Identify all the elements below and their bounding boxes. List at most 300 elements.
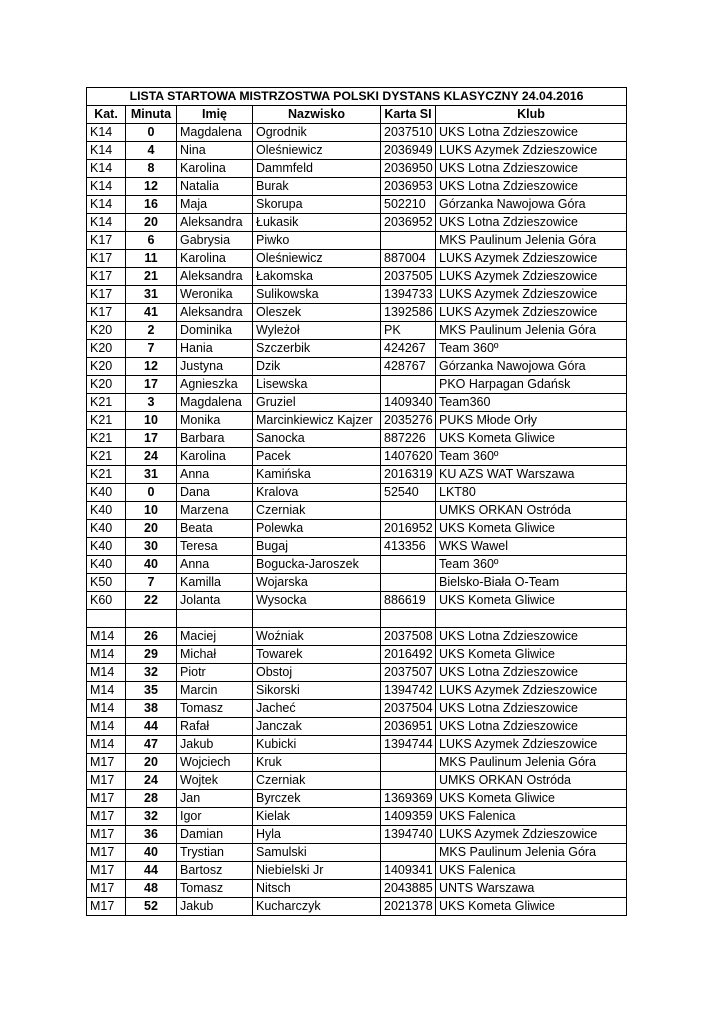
table-row — [87, 898, 627, 916]
cell-category: M17 — [87, 880, 126, 898]
cell-club: MKS Paulinum Jelenia Góra — [436, 844, 627, 862]
cell-first-name: Aleksandra — [177, 304, 253, 322]
cell-first-name: Bartosz — [177, 862, 253, 880]
cell-minute: 44 — [126, 718, 177, 736]
cell-si-card: 2036949 — [381, 142, 436, 160]
column-header-last-name: Nazwisko — [253, 106, 381, 124]
cell-first-name: Wojciech — [177, 754, 253, 772]
cell-first-name: Dominika — [177, 322, 253, 340]
cell-category: K17 — [87, 304, 126, 322]
cell-category: M14 — [87, 628, 126, 646]
cell-first-name: Hania — [177, 340, 253, 358]
cell-club: LUKS Azymek Zdzieszowice — [436, 736, 627, 754]
cell-last-name: Kucharczyk — [253, 898, 381, 916]
cell-minute: 16 — [126, 196, 177, 214]
column-header-club: Klub — [436, 106, 627, 124]
cell-club: PKO Harpagan Gdańsk — [436, 376, 627, 394]
cell-last-name: Łakomska — [253, 268, 381, 286]
cell-category: K21 — [87, 430, 126, 448]
cell-last-name: Wysocka — [253, 592, 381, 610]
table-row — [87, 700, 627, 718]
cell-club: MKS Paulinum Jelenia Góra — [436, 754, 627, 772]
cell-si-card: 2035276 — [381, 412, 436, 430]
cell-first-name: Jolanta — [177, 592, 253, 610]
cell-minute: 3 — [126, 394, 177, 412]
cell-minute: 48 — [126, 880, 177, 898]
table-row — [87, 646, 627, 664]
cell-si-card — [381, 232, 436, 250]
cell-club: Górzanka Nawojowa Góra — [436, 358, 627, 376]
cell-last-name: Kielak — [253, 808, 381, 826]
cell-category: K17 — [87, 232, 126, 250]
cell-si-card — [381, 844, 436, 862]
cell-last-name: Polewka — [253, 520, 381, 538]
table-row — [87, 484, 627, 502]
table-row — [87, 340, 627, 358]
cell-minute: 24 — [126, 772, 177, 790]
cell-minute: 10 — [126, 502, 177, 520]
cell-last-name: Dzik — [253, 358, 381, 376]
cell-category: K20 — [87, 322, 126, 340]
cell-club: MKS Paulinum Jelenia Góra — [436, 232, 627, 250]
cell-si-card: 2016952 — [381, 520, 436, 538]
cell-category: M17 — [87, 754, 126, 772]
cell-last-name: Kralova — [253, 484, 381, 502]
cell-club: UKS Kometa Gliwice — [436, 592, 627, 610]
cell-last-name: Obstoj — [253, 664, 381, 682]
cell-si-card — [381, 376, 436, 394]
cell-category: M17 — [87, 826, 126, 844]
cell-category: M17 — [87, 790, 126, 808]
table-row — [87, 772, 627, 790]
cell-first-name: Teresa — [177, 538, 253, 556]
cell-minute: 47 — [126, 736, 177, 754]
cell-category: K40 — [87, 538, 126, 556]
cell-first-name — [177, 610, 253, 628]
cell-first-name: Aleksandra — [177, 268, 253, 286]
table-row — [87, 592, 627, 610]
cell-last-name: Wojarska — [253, 574, 381, 592]
cell-club: Górzanka Nawojowa Góra — [436, 196, 627, 214]
cell-first-name: Rafał — [177, 718, 253, 736]
cell-club: KU AZS WAT Warszawa — [436, 466, 627, 484]
cell-first-name: Natalia — [177, 178, 253, 196]
cell-si-card: 52540 — [381, 484, 436, 502]
cell-minute: 4 — [126, 142, 177, 160]
cell-si-card: PK — [381, 322, 436, 340]
cell-si-card — [381, 502, 436, 520]
cell-first-name: Igor — [177, 808, 253, 826]
table-row — [87, 196, 627, 214]
table-row — [87, 628, 627, 646]
cell-club: Team 360º — [436, 556, 627, 574]
cell-last-name: Wyleżoł — [253, 322, 381, 340]
cell-minute: 12 — [126, 178, 177, 196]
cell-minute: 40 — [126, 844, 177, 862]
cell-si-card: 1394733 — [381, 286, 436, 304]
cell-first-name: Trystian — [177, 844, 253, 862]
cell-category: K21 — [87, 466, 126, 484]
table-row — [87, 268, 627, 286]
column-header-si-card: Karta SI — [381, 106, 436, 124]
cell-si-card: 2037510 — [381, 124, 436, 142]
cell-last-name: Ogrodnik — [253, 124, 381, 142]
cell-last-name: Marcinkiewicz Kajzer — [253, 412, 381, 430]
cell-club: LUKS Azymek Zdzieszowice — [436, 682, 627, 700]
cell-category: M17 — [87, 862, 126, 880]
cell-si-card: 2016319 — [381, 466, 436, 484]
table-row — [87, 754, 627, 772]
cell-category: K21 — [87, 412, 126, 430]
cell-last-name: Oleśniewicz — [253, 142, 381, 160]
cell-si-card: 886619 — [381, 592, 436, 610]
table-row — [87, 376, 627, 394]
cell-club: LUKS Azymek Zdzieszowice — [436, 304, 627, 322]
cell-first-name: Marzena — [177, 502, 253, 520]
cell-club: UKS Kometa Gliwice — [436, 646, 627, 664]
cell-minute: 31 — [126, 286, 177, 304]
cell-last-name: Towarek — [253, 646, 381, 664]
cell-club: UNTS Warszawa — [436, 880, 627, 898]
cell-club: PUKS Młode Orły — [436, 412, 627, 430]
cell-first-name: Weronika — [177, 286, 253, 304]
cell-last-name: Kruk — [253, 754, 381, 772]
cell-minute: 44 — [126, 862, 177, 880]
cell-first-name: Nina — [177, 142, 253, 160]
table-row — [87, 304, 627, 322]
cell-club: UKS Kometa Gliwice — [436, 520, 627, 538]
cell-category: M14 — [87, 646, 126, 664]
cell-minute: 7 — [126, 340, 177, 358]
cell-last-name: Burak — [253, 178, 381, 196]
cell-last-name: Sanocka — [253, 430, 381, 448]
cell-minute: 26 — [126, 628, 177, 646]
cell-category: K60 — [87, 592, 126, 610]
cell-club: Team360 — [436, 394, 627, 412]
cell-club: UKS Lotna Zdzieszowice — [436, 718, 627, 736]
cell-minute: 6 — [126, 232, 177, 250]
cell-category: K20 — [87, 358, 126, 376]
table-row — [87, 574, 627, 592]
cell-club: UKS Lotna Zdzieszowice — [436, 160, 627, 178]
table-row — [87, 808, 627, 826]
table-row — [87, 826, 627, 844]
cell-last-name: Kamińska — [253, 466, 381, 484]
cell-last-name: Oleśniewicz — [253, 250, 381, 268]
cell-category: K40 — [87, 484, 126, 502]
table-row — [87, 520, 627, 538]
cell-si-card: 1409340 — [381, 394, 436, 412]
table-body — [87, 124, 627, 916]
cell-minute: 38 — [126, 700, 177, 718]
cell-last-name: Niebielski Jr — [253, 862, 381, 880]
cell-si-card: 424267 — [381, 340, 436, 358]
cell-minute: 41 — [126, 304, 177, 322]
cell-minute: 8 — [126, 160, 177, 178]
table-row — [87, 286, 627, 304]
cell-category: M17 — [87, 844, 126, 862]
cell-minute: 32 — [126, 664, 177, 682]
cell-first-name: Jakub — [177, 736, 253, 754]
table-row — [87, 790, 627, 808]
cell-minute: 2 — [126, 322, 177, 340]
table-row — [87, 502, 627, 520]
table-row — [87, 448, 627, 466]
cell-si-card: 1407620 — [381, 448, 436, 466]
table-row — [87, 556, 627, 574]
cell-category: M14 — [87, 736, 126, 754]
cell-first-name: Kamilla — [177, 574, 253, 592]
cell-last-name: Skorupa — [253, 196, 381, 214]
cell-category: K21 — [87, 394, 126, 412]
column-header-first-name: Imię — [177, 106, 253, 124]
cell-last-name: Woźniak — [253, 628, 381, 646]
table-row — [87, 682, 627, 700]
cell-last-name: Pacek — [253, 448, 381, 466]
cell-club: MKS Paulinum Jelenia Góra — [436, 322, 627, 340]
cell-first-name: Piotr — [177, 664, 253, 682]
cell-category: K50 — [87, 574, 126, 592]
cell-si-card: 2016492 — [381, 646, 436, 664]
table-row — [87, 214, 627, 232]
cell-club: Team 360º — [436, 340, 627, 358]
cell-last-name: Czerniak — [253, 772, 381, 790]
cell-minute: 17 — [126, 376, 177, 394]
cell-category: K20 — [87, 340, 126, 358]
cell-si-card — [381, 754, 436, 772]
cell-last-name: Hyla — [253, 826, 381, 844]
table-row — [87, 124, 627, 142]
cell-category: M14 — [87, 700, 126, 718]
cell-si-card: 2036953 — [381, 178, 436, 196]
cell-club: Bielsko-Biała O-Team — [436, 574, 627, 592]
cell-minute: 35 — [126, 682, 177, 700]
column-header-category: Kat. — [87, 106, 126, 124]
cell-minute: 20 — [126, 754, 177, 772]
cell-last-name: Bugaj — [253, 538, 381, 556]
cell-club: UMKS ORKAN Ostróda — [436, 502, 627, 520]
table-row — [87, 250, 627, 268]
cell-last-name: Kubicki — [253, 736, 381, 754]
table-row — [87, 142, 627, 160]
cell-first-name: Tomasz — [177, 700, 253, 718]
cell-minute: 10 — [126, 412, 177, 430]
cell-first-name: Maja — [177, 196, 253, 214]
separator-row — [87, 610, 627, 628]
table-row — [87, 538, 627, 556]
cell-category: K14 — [87, 124, 126, 142]
cell-club: LUKS Azymek Zdzieszowice — [436, 142, 627, 160]
header-row — [87, 106, 627, 124]
cell-si-card: 1394742 — [381, 682, 436, 700]
cell-category: K14 — [87, 160, 126, 178]
table-row — [87, 178, 627, 196]
cell-si-card — [381, 556, 436, 574]
cell-first-name: Tomasz — [177, 880, 253, 898]
table-row — [87, 160, 627, 178]
cell-si-card: 2036950 — [381, 160, 436, 178]
cell-category: K21 — [87, 448, 126, 466]
cell-first-name: Michał — [177, 646, 253, 664]
cell-club: UKS Kometa Gliwice — [436, 790, 627, 808]
cell-last-name: Oleszek — [253, 304, 381, 322]
cell-category: K17 — [87, 286, 126, 304]
cell-category — [87, 610, 126, 628]
cell-last-name: Janczak — [253, 718, 381, 736]
cell-si-card: 428767 — [381, 358, 436, 376]
cell-minute: 20 — [126, 520, 177, 538]
cell-last-name: Piwko — [253, 232, 381, 250]
cell-club: LUKS Azymek Zdzieszowice — [436, 250, 627, 268]
cell-si-card: 1394744 — [381, 736, 436, 754]
cell-minute: 21 — [126, 268, 177, 286]
cell-si-card: 2043885 — [381, 880, 436, 898]
cell-category: K17 — [87, 250, 126, 268]
cell-last-name: Jacheć — [253, 700, 381, 718]
table-row — [87, 718, 627, 736]
cell-si-card: 1394740 — [381, 826, 436, 844]
cell-category: K40 — [87, 502, 126, 520]
cell-minute: 0 — [126, 484, 177, 502]
cell-club — [436, 610, 627, 628]
cell-first-name: Agnieszka — [177, 376, 253, 394]
cell-minute: 30 — [126, 538, 177, 556]
cell-club: UKS Lotna Zdzieszowice — [436, 664, 627, 682]
cell-club: UKS Lotna Zdzieszowice — [436, 214, 627, 232]
cell-first-name: Gabrysia — [177, 232, 253, 250]
cell-club: UKS Lotna Zdzieszowice — [436, 178, 627, 196]
cell-minute: 52 — [126, 898, 177, 916]
cell-category: K14 — [87, 196, 126, 214]
table-row — [87, 880, 627, 898]
cell-first-name: Justyna — [177, 358, 253, 376]
cell-last-name: Łukasik — [253, 214, 381, 232]
start-list-sheet — [86, 87, 626, 916]
cell-minute: 28 — [126, 790, 177, 808]
cell-last-name: Nitsch — [253, 880, 381, 898]
cell-minute: 32 — [126, 808, 177, 826]
cell-last-name: Bogucka-Jaroszek — [253, 556, 381, 574]
table-row — [87, 412, 627, 430]
cell-last-name: Dammfeld — [253, 160, 381, 178]
table-row — [87, 394, 627, 412]
cell-minute: 36 — [126, 826, 177, 844]
cell-si-card: 2036952 — [381, 214, 436, 232]
cell-minute: 7 — [126, 574, 177, 592]
cell-first-name: Monika — [177, 412, 253, 430]
cell-club: UKS Lotna Zdzieszowice — [436, 700, 627, 718]
cell-club: LUKS Azymek Zdzieszowice — [436, 826, 627, 844]
cell-category: K40 — [87, 520, 126, 538]
cell-minute: 24 — [126, 448, 177, 466]
cell-first-name: Karolina — [177, 160, 253, 178]
cell-first-name: Maciej — [177, 628, 253, 646]
cell-si-card: 1392586 — [381, 304, 436, 322]
cell-last-name: Gruziel — [253, 394, 381, 412]
cell-club: UKS Falenica — [436, 808, 627, 826]
cell-si-card — [381, 772, 436, 790]
cell-category: K17 — [87, 268, 126, 286]
cell-first-name: Beata — [177, 520, 253, 538]
cell-minute: 0 — [126, 124, 177, 142]
cell-first-name: Karolina — [177, 250, 253, 268]
cell-minute: 12 — [126, 358, 177, 376]
cell-si-card: 2036951 — [381, 718, 436, 736]
cell-club: UKS Lotna Zdzieszowice — [436, 628, 627, 646]
table-row — [87, 358, 627, 376]
cell-club: LKT80 — [436, 484, 627, 502]
table-row — [87, 430, 627, 448]
cell-minute: 20 — [126, 214, 177, 232]
cell-minute: 22 — [126, 592, 177, 610]
cell-category: K14 — [87, 214, 126, 232]
cell-si-card: 2037508 — [381, 628, 436, 646]
cell-si-card: 2037504 — [381, 700, 436, 718]
cell-first-name: Magdalena — [177, 124, 253, 142]
cell-si-card: 1369369 — [381, 790, 436, 808]
cell-si-card: 1409359 — [381, 808, 436, 826]
cell-first-name: Anna — [177, 556, 253, 574]
cell-category: M14 — [87, 718, 126, 736]
cell-last-name: Szczerbik — [253, 340, 381, 358]
cell-si-card: 502210 — [381, 196, 436, 214]
cell-first-name: Dana — [177, 484, 253, 502]
cell-first-name: Karolina — [177, 448, 253, 466]
cell-si-card: 413356 — [381, 538, 436, 556]
cell-first-name: Aleksandra — [177, 214, 253, 232]
cell-last-name: Samulski — [253, 844, 381, 862]
table-row — [87, 844, 627, 862]
cell-first-name: Jan — [177, 790, 253, 808]
cell-minute: 29 — [126, 646, 177, 664]
cell-first-name: Wojtek — [177, 772, 253, 790]
cell-category: M14 — [87, 664, 126, 682]
cell-first-name: Anna — [177, 466, 253, 484]
cell-club: LUKS Azymek Zdzieszowice — [436, 286, 627, 304]
cell-last-name: Lisewska — [253, 376, 381, 394]
cell-si-card — [381, 610, 436, 628]
cell-club: LUKS Azymek Zdzieszowice — [436, 268, 627, 286]
table-row — [87, 322, 627, 340]
cell-si-card: 2037505 — [381, 268, 436, 286]
cell-category: M17 — [87, 808, 126, 826]
cell-minute: 31 — [126, 466, 177, 484]
cell-first-name: Magdalena — [177, 394, 253, 412]
cell-si-card: 2037507 — [381, 664, 436, 682]
cell-club: UKS Lotna Zdzieszowice — [436, 124, 627, 142]
cell-club: Team 360º — [436, 448, 627, 466]
title-row — [87, 88, 627, 106]
cell-last-name — [253, 610, 381, 628]
cell-si-card: 2021378 — [381, 898, 436, 916]
cell-category: M17 — [87, 772, 126, 790]
column-header-minute: Minuta — [126, 106, 177, 124]
cell-minute: 11 — [126, 250, 177, 268]
cell-last-name: Byrczek — [253, 790, 381, 808]
cell-club: UMKS ORKAN Ostróda — [436, 772, 627, 790]
cell-minute: 17 — [126, 430, 177, 448]
cell-club: UKS Falenica — [436, 862, 627, 880]
cell-category: K20 — [87, 376, 126, 394]
cell-si-card — [381, 574, 436, 592]
cell-minute: 40 — [126, 556, 177, 574]
cell-category: K14 — [87, 142, 126, 160]
cell-first-name: Barbara — [177, 430, 253, 448]
table-row — [87, 232, 627, 250]
start-list-table — [86, 87, 627, 916]
cell-last-name: Sulikowska — [253, 286, 381, 304]
cell-category: K14 — [87, 178, 126, 196]
